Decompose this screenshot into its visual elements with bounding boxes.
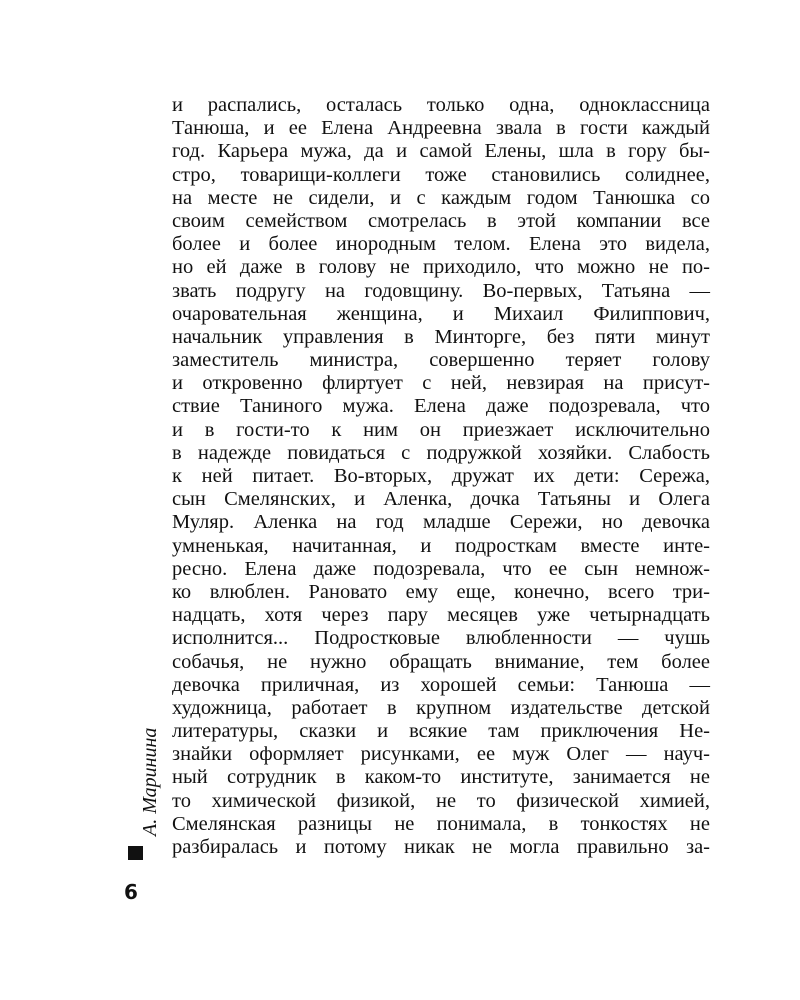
text-line: но ей даже в голову не приходило, что можно не по- xyxy=(172,256,710,279)
text-line: к ней питает. Во-вторых, дружат их дети: Сережа, xyxy=(172,465,710,487)
text-line: стро, товарищи-коллеги тоже становились солиднее, xyxy=(172,163,710,186)
text-line: и откровенно флиртует с ней, невзирая на присут- xyxy=(172,372,710,395)
text-line: и распались, осталась только одна, одноклассница xyxy=(172,94,710,116)
text-line: девочка приличная, из хорошей семьи: Танюша — xyxy=(172,673,710,696)
text-line: год. Карьера мужа, да и самой Елены, шла в гору бы- xyxy=(172,140,710,163)
text-line: исполнится... Подростковые влюбленности — чушь xyxy=(172,627,710,650)
text-line: Муляр. Аленка на год младше Сережи, но девочка xyxy=(172,511,710,534)
text-line: надцать, хотя через пару месяцев уже четырнадцать xyxy=(172,604,710,627)
text-line: ресно. Елена даже подозревала, что ее сын немнож- xyxy=(172,557,710,580)
text-line: разбиралась и потому никак не могла правильно за- xyxy=(172,836,710,858)
page-number: 6 xyxy=(124,880,138,904)
text-line: Смелянская разницы не понимала, в тонкостях не xyxy=(172,812,710,835)
text-line: сын Смелянских, и Аленка, дочка Татьяны и Олега xyxy=(172,488,710,511)
text-line: и в гости-то к ним он приезжает исключительно xyxy=(172,418,710,441)
running-head-author: А. Маринина xyxy=(139,727,161,836)
text-line: звать подругу на годовщину. Во-первых, Татьяна — xyxy=(172,279,710,302)
text-line: то химической физикой, не то физической химией, xyxy=(172,789,710,812)
body-text xyxy=(172,94,710,859)
text-line: собачья, не нужно обращать внимание, тем более xyxy=(172,650,710,673)
text-line: литературы, сказки и всякие там приключения Не- xyxy=(172,720,710,743)
text-line: знайки оформляет рисунками, ее муж Олег — науч- xyxy=(172,743,710,766)
text-line: заместитель министра, совершенно теряет голову xyxy=(172,349,710,372)
text-line: более и более инородным телом. Елена это видела, xyxy=(172,233,710,256)
text-line: Танюша, и ее Елена Андреевна звала в гости каждый xyxy=(172,117,710,140)
text-line: ствие Таниного мужа. Елена даже подозревала, что xyxy=(172,395,710,418)
text-line: своим семейством смотрелась в этой компании все xyxy=(172,209,710,232)
text-line: в надежде повидаться с подружкой хозяйки. Слабость xyxy=(172,441,710,464)
text-line: очаровательная женщина, и Михаил Филиппович, xyxy=(172,302,710,325)
text-line: ный сотрудник в каком-то институте, занимается не xyxy=(172,766,710,789)
square-marker-icon xyxy=(128,846,143,860)
text-line: на месте не сидели, и с каждым годом Танюшка со xyxy=(172,186,710,209)
text-line: ко влюблен. Рановато ему еще, конечно, всего три- xyxy=(172,580,710,603)
text-line: художница, работает в крупном издательстве детской xyxy=(172,696,710,719)
text-line: умненькая, начитанная, и подросткам вместе инте- xyxy=(172,534,710,557)
text-line: начальник управления в Минторге, без пяти минут xyxy=(172,325,710,348)
